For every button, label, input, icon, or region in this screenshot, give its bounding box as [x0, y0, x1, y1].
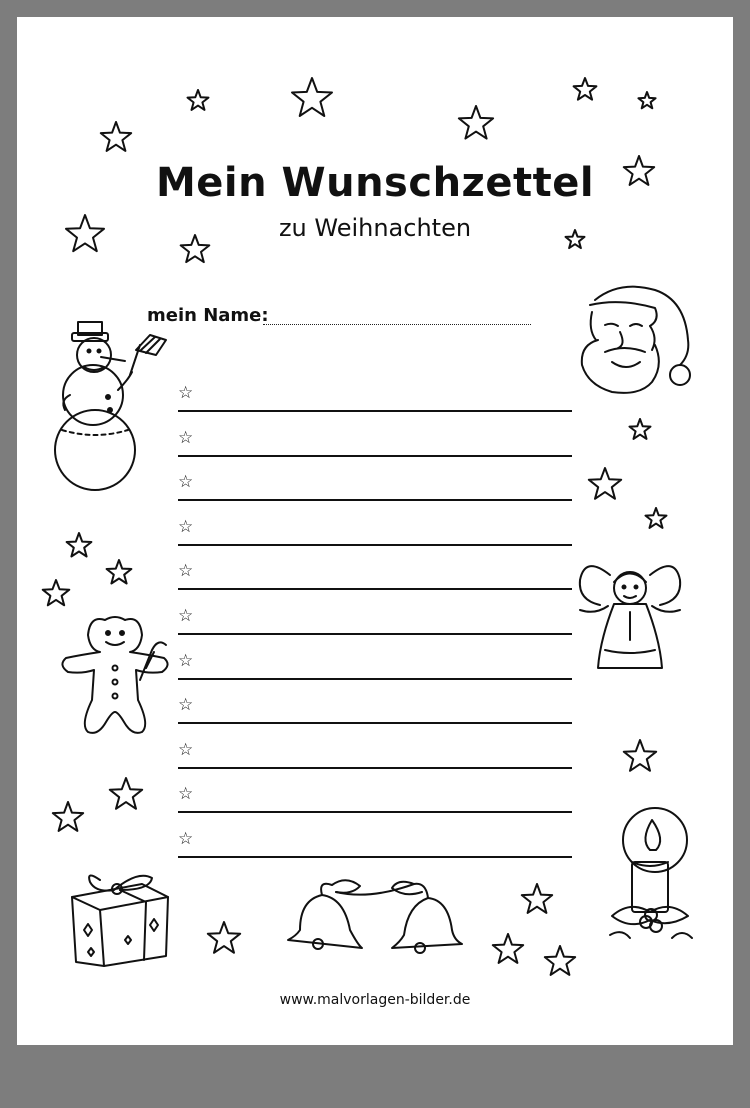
- star-icon: [646, 508, 667, 528]
- wish-line: [178, 472, 572, 501]
- star-icon: [624, 740, 656, 771]
- angel-icon: [580, 566, 680, 668]
- star-icon: [545, 946, 575, 975]
- star-icon: [110, 778, 142, 809]
- star-icon: [638, 92, 655, 108]
- wish-line: [178, 516, 572, 546]
- name-field-line: [263, 324, 531, 325]
- star-icon: [630, 419, 651, 439]
- star-icon: [53, 802, 83, 831]
- star-bullet-icon: ☆: [178, 829, 194, 849]
- wish-line: [178, 561, 572, 590]
- star-bullet-icon: ☆: [178, 516, 194, 537]
- star-icon: [107, 560, 132, 584]
- star-bullet-icon: ☆: [178, 650, 194, 671]
- star-icon: [43, 580, 70, 605]
- star-icon: [574, 78, 597, 100]
- candle-icon: [610, 808, 692, 938]
- gingerbread-icon: [62, 617, 167, 733]
- star-bullet-icon: ☆: [178, 561, 194, 582]
- star-icon: [67, 533, 92, 557]
- star-icon: [522, 884, 552, 913]
- star-icon: [589, 468, 621, 499]
- wish-line: [178, 650, 572, 680]
- wish-line: [178, 784, 572, 813]
- star-bullet-icon: ☆: [178, 472, 194, 493]
- page-subtitle: zu Weihnachten: [278, 214, 472, 242]
- wish-line: [178, 427, 572, 457]
- star-bullet-icon: ☆: [178, 383, 194, 403]
- wish-line: [178, 606, 572, 635]
- star-icon: [101, 122, 131, 151]
- star-bullet-icon: ☆: [178, 695, 194, 716]
- page-title: Mein Wunschzettel: [155, 160, 595, 206]
- star-bullet-icon: ☆: [178, 606, 194, 626]
- wish-line: [178, 739, 572, 769]
- star-icon: [292, 78, 332, 116]
- star-icon: [208, 922, 240, 953]
- star-bullet-icon: ☆: [178, 739, 194, 760]
- star-bullet-icon: ☆: [178, 427, 194, 448]
- wish-line: [178, 829, 572, 858]
- star-icon: [459, 106, 493, 139]
- wish-line: [178, 695, 572, 724]
- name-label: mein Name:: [147, 305, 269, 326]
- footer-url: www.malvorlagen-bilder.de: [279, 992, 471, 1008]
- snowman-icon: [55, 322, 166, 490]
- wish-line: [178, 383, 572, 412]
- bells-icon: [288, 880, 462, 953]
- santa-icon: [582, 287, 690, 393]
- star-bullet-icon: ☆: [178, 784, 194, 805]
- star-icon: [493, 934, 523, 963]
- gift-icon: [72, 875, 168, 966]
- star-icon: [188, 90, 209, 110]
